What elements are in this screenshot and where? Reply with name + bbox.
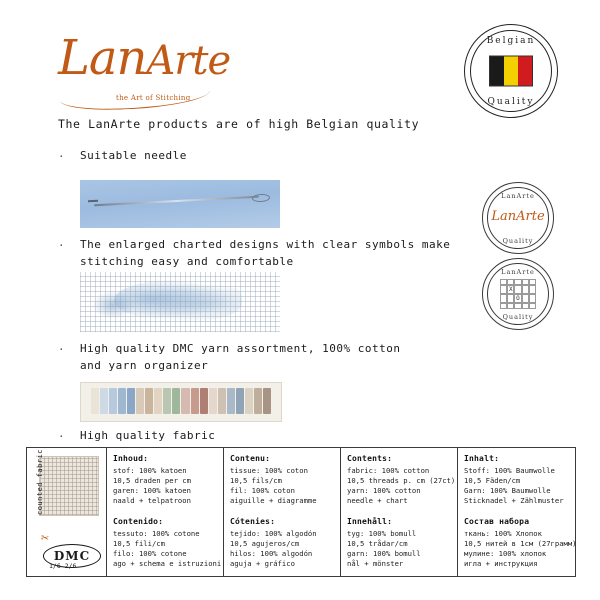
seal-chart-top-text: LanArte [501,268,535,276]
belgian-flag-icon [489,56,533,87]
contents-cell-ru [464,513,577,572]
page-title: The LanArte products are of high Belgian quality [58,117,420,131]
seal-chart-bottom-text: Quality [502,313,534,321]
fabric-swatch-cell [27,448,107,576]
contents-line: 10,5 нитей в 1см (27грамм) [464,539,577,548]
contents-line: 10,5 Fäden/cm [464,476,521,485]
yarn-color-swatch-8 [163,388,171,414]
lanarte-quality-seal [482,182,554,254]
contents-column-1 [107,448,224,576]
contents-line: мулине: 100% хлопок [464,549,547,558]
contents-line: aiguille + diagramme [230,496,317,505]
yarn-color-swatch-18 [254,388,262,414]
fabric-swatch [39,456,99,516]
contents-line: nål + mönster [347,559,404,568]
contents-line: 10,5 fils/cm [230,476,282,485]
feature-text-chart: The enlarged charted designs with clear symbols make stitching easy and comfortable [80,238,451,268]
contents-line: yarn: 100% cotton [347,486,421,495]
contents-line: fil: 100% coton [230,486,295,495]
needle-tip-icon [88,200,98,203]
feature-item-needle [58,147,187,164]
bullet-marker-icon: · [58,239,66,252]
contents-line: tissue: 100% coton [230,466,308,475]
contents-line: garen: 100% katoen [113,486,191,495]
yarn-color-swatch-13 [209,388,217,414]
logo-wordmark-arte: Arte [146,38,231,84]
contents-column-3 [341,448,458,576]
chart-design-shape-primary [114,280,242,322]
seal-belgian-top-text: Belgian [486,36,536,46]
contents-line: 10,5 threads p. cm (27ct) [347,476,456,485]
contents-header-fr: Contenu: [230,454,271,463]
logo-wordmark [58,30,231,86]
contents-line: ткань: 100% Хлопок [464,529,542,538]
seal-lanarte-center-text: LanArte [491,209,545,224]
feature-item-yarn [58,340,410,374]
needle-eye-icon [252,194,270,203]
contents-line: aguja + gráfico [230,559,295,568]
contents-line: Stoff: 100% Baumwolle [464,466,555,475]
chart-symbol-seal [482,258,554,330]
contents-cell-it [113,513,222,572]
contents-line: 10,5 trådar/cm [347,539,408,548]
yarn-color-swatch-0 [91,388,99,414]
logo-wordmark-lan: Lan [58,30,147,86]
cross-stitch-grid-icon: X O [500,279,536,309]
yarn-color-swatch-15 [227,388,235,414]
contents-line: 10,5 draden per cm [113,476,191,485]
seal-lanarte-bottom-text: Quality [502,237,534,245]
yarn-color-swatch-5 [136,388,144,414]
yarn-color-swatch-10 [181,388,189,414]
contents-header-it: Contenido: [113,517,164,526]
feature-text-yarn: High quality DMC yarn assortment, 100% cotton and yarn organizer [80,342,401,372]
contents-cell-fr [230,454,335,513]
needle-photo [80,180,280,228]
yarn-color-swatch-11 [191,388,199,414]
feature-text-needle: Suitable needle [80,149,187,162]
feature-item-chart [58,236,480,270]
seal-lanarte-top-text: LanArte [501,192,535,200]
yarn-color-swatch-9 [172,388,180,414]
bullet-marker-icon: · [58,150,66,163]
yarn-color-swatch-4 [127,388,135,414]
contents-header-ru: Состав набора [464,517,530,526]
contents-header-nl: Inhoud: [113,454,149,463]
yarn-color-swatch-14 [218,388,226,414]
yarn-color-swatch-17 [245,388,253,414]
yarn-color-swatch-6 [145,388,153,414]
seal-belgian-bottom-text: Quality [487,97,535,107]
contents-line: garn: 100% bomull [347,549,421,558]
yarn-color-swatch-7 [154,388,162,414]
contents-column-2 [224,448,341,576]
contents-line: Sticknadel + Zählmuster [464,496,564,505]
contents-header-es: Cótenies: [230,517,276,526]
contents-cell-en [347,454,456,513]
yarn-organizer-photo [80,382,282,422]
yarn-color-swatch-16 [236,388,244,414]
contents-line: 10,5 agujeros/cm [230,539,300,548]
contents-line: naald + telpatroon [113,496,191,505]
logo-tagline: the Art of Stitching [116,94,191,102]
lanarte-logo [58,30,231,110]
contents-cell-de [464,454,570,513]
feature-item-fabric [58,427,216,444]
bullet-marker-icon: · [58,343,66,356]
contents-line: игла + инструкция [464,559,538,568]
dmc-sizes-label: 1/6 2/6 [49,562,77,570]
yarn-color-swatch-1 [100,388,108,414]
bullet-marker-icon: · [58,430,66,443]
contents-cell-nl [113,454,218,513]
contents-line: hilos: 100% algodón [230,549,313,558]
needle-shaft-icon [94,196,259,207]
contents-line: stof: 100% katoen [113,466,187,475]
dmc-logo [43,544,99,568]
contents-line: filo: 100% cotone [113,549,187,558]
contents-column-4 [458,448,575,576]
contents-cell-sv [347,513,452,572]
contents-line: fabric: 100% cotton [347,466,430,475]
contents-line: tessuto: 100% cotone [113,529,200,538]
yarn-color-swatch-3 [118,388,126,414]
contents-header-sv: Innehåll: [347,517,393,526]
contents-line: 10,5 fili/cm [113,539,165,548]
contents-header-en: Contents: [347,454,393,463]
yarn-color-swatch-12 [200,388,208,414]
scissors-icon: ✂ [39,530,50,547]
contents-header-de: Inhalt: [464,454,500,463]
yarn-color-strip [91,388,271,414]
feature-text-fabric: High quality fabric [80,429,216,442]
yarn-color-swatch-2 [109,388,117,414]
contents-line: tejido: 100% algodón [230,529,317,538]
contents-table [26,447,576,577]
charted-design-photo [80,272,280,332]
contents-cell-es [230,513,335,572]
fabric-swatch-label: counted fabric [36,448,45,516]
contents-line: ago + schema e istruzioni [113,559,222,568]
dmc-logo-text: DMC [43,544,101,568]
contents-line: Garn: 100% Baumwolle [464,486,551,495]
contents-line: needle + chart [347,496,408,505]
belgian-quality-seal [464,24,558,118]
contents-line: tyg: 100% bomull [347,529,417,538]
yarn-color-swatch-19 [263,388,271,414]
